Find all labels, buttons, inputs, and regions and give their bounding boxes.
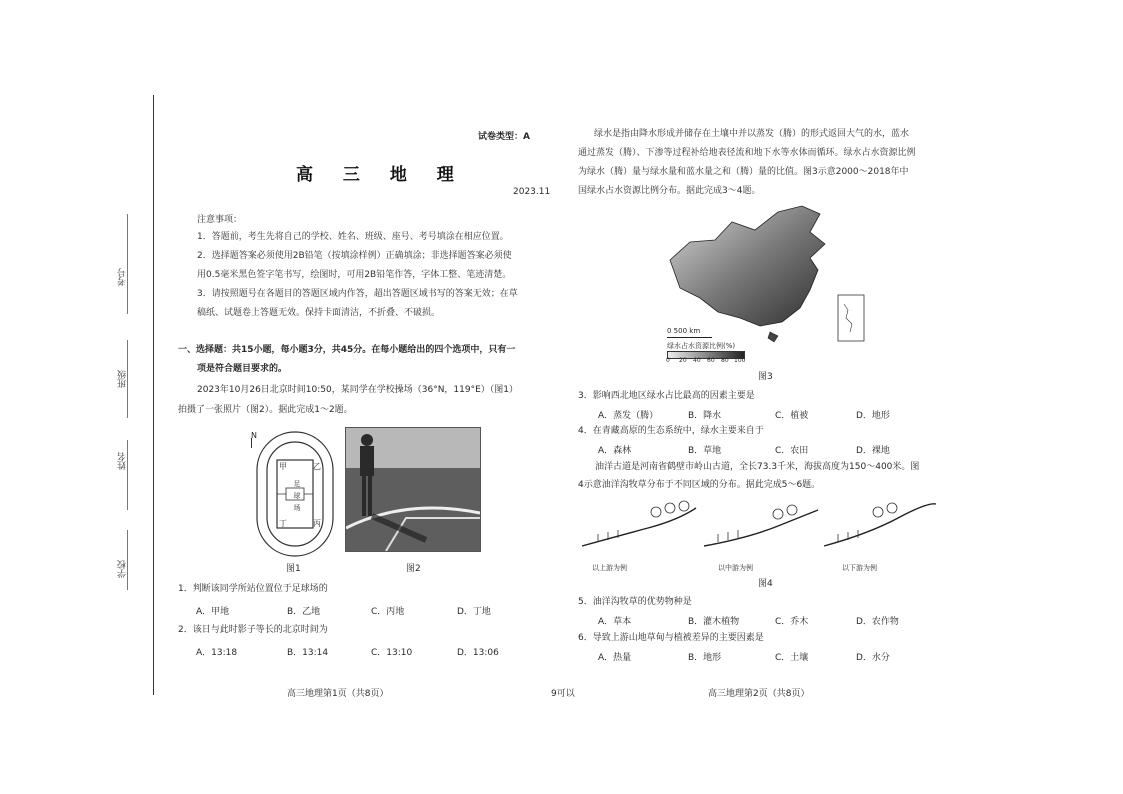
- center-footer: 9可以: [551, 689, 575, 699]
- q1-option-c[interactable]: C．丙地: [371, 607, 405, 617]
- map-scale-bar: 0 500 km: [667, 327, 701, 335]
- passage-3-line: 4示意油洋沟牧草分布于不同区域的分布。据此完成5～6题。: [578, 480, 821, 490]
- q5-option-b[interactable]: B．灌木植物: [688, 617, 740, 627]
- passage-2-line: 绿水是指由降水形成并储存在土壤中并以蒸发（腾）的形式返回大气的水，蓝水: [594, 129, 910, 139]
- passage-2-line: 国绿水占水资源比例分布。据此完成3～4题。: [578, 186, 761, 196]
- q3-option-d[interactable]: D．地形: [856, 411, 890, 421]
- legend-tick: 40: [693, 357, 701, 364]
- name-label: 姓名: [118, 452, 128, 470]
- q2-option-a[interactable]: A．13:18: [196, 648, 238, 658]
- passage-2-line: 为绿水（腾）量与绿水量和蓝水量之和（腾）量的比值。图3示意2000～2018年中: [578, 167, 909, 177]
- figure-4-panel-label: 以中游为例: [718, 564, 753, 572]
- legend-tick: 100: [734, 357, 746, 364]
- section-heading-cont: 项是符合题目要求的。: [197, 364, 288, 374]
- q5-option-c[interactable]: C．乔木: [775, 617, 809, 627]
- q6-option-b[interactable]: B．地形: [688, 653, 722, 663]
- q6-option-c[interactable]: C．土壤: [775, 653, 809, 663]
- question-2: 2．该日与此时影子等长的北京时间为: [178, 625, 328, 635]
- map-legend-title: 绿水占水资源比例(%): [667, 342, 736, 350]
- footer-page-1: 高三地理第1页（共8页）: [287, 689, 389, 699]
- passage-3-line: 油洋古道是河南省鹤壁市岭山古道，全长73.3千米，海拔高度为150～400米。图: [595, 462, 920, 472]
- class-label: 班级: [118, 370, 128, 388]
- question-6: 6．导致上游山地草甸与植被差异的主要因素是: [578, 633, 764, 643]
- legend-tick: 0: [666, 357, 670, 364]
- figure-1-caption: 图1: [286, 564, 301, 574]
- corner-ding: 丁: [279, 519, 287, 528]
- figure-4-caption: 图4: [758, 579, 773, 589]
- page-title: 高 三 地 理: [296, 165, 466, 185]
- notice-item: 1．答题前，考生先将自己的学校、姓名、班级、座号、考号填涂在相应位置。: [197, 232, 509, 242]
- q5-option-a[interactable]: A．草本: [598, 617, 632, 627]
- footer-page-2: 高三地理第2页（共8页）: [708, 689, 810, 699]
- q2-option-d[interactable]: D．13:06: [457, 648, 499, 658]
- q4-option-d[interactable]: D．裸地: [856, 446, 890, 456]
- legend-tick: 60: [707, 357, 715, 364]
- q4-option-a[interactable]: A．森林: [598, 446, 632, 456]
- legend-tick: 20: [679, 357, 687, 364]
- notice-list: [197, 228, 557, 323]
- notice-item: 2．选择题答案必须使用2B铅笔（按填涂样例）正确填涂；非选择题答案必须使: [197, 251, 512, 261]
- notice-item: 用0.5毫米黑色签字笔书写，绘图时，可用2B铅笔作答，字体工整、笔迹清楚。: [197, 270, 512, 280]
- legend-tick: 80: [721, 357, 729, 364]
- passage-1-line: 拍摄了一张照片（图2）。据此完成1～2题。: [178, 405, 353, 415]
- q2-option-c[interactable]: C．13:10: [371, 648, 413, 658]
- q3-option-c[interactable]: C．植被: [775, 411, 809, 421]
- exam-number-line: [127, 214, 128, 314]
- q4-option-b[interactable]: B．草地: [688, 446, 722, 456]
- question-4: 4．在青藏高原的生态系统中，绿水主要来自于: [578, 426, 764, 436]
- question-5: 5．油洋沟牧草的优势物种是: [578, 597, 692, 607]
- notice-heading: 注意事项：: [197, 215, 243, 225]
- notice-item: 3．请按照题号在各题目的答题区域内作答，超出答题区域书写的答案无效；在草: [197, 289, 518, 299]
- question-3: 3．影响西北地区绿水占比最高的因素主要是: [578, 391, 755, 401]
- corner-bing: 丙: [313, 519, 321, 528]
- name-line: [127, 440, 128, 510]
- section-heading: 一、选择题：共15小题，每小题3分，共45分。在每小题给出的四个选项中，只有一: [178, 345, 516, 355]
- figure-4-profiles: [578, 498, 940, 570]
- figure-4-panel-label: 以上游为例: [592, 564, 627, 572]
- binding-line: [153, 95, 154, 695]
- map-scale-line: [667, 335, 712, 338]
- paper-type: 试卷类型：A: [478, 132, 530, 142]
- q1-option-d[interactable]: D．丁地: [457, 607, 491, 617]
- q6-option-d[interactable]: D．水分: [856, 653, 890, 663]
- north-arrow-icon: N: [251, 431, 257, 440]
- question-1: 1．判断该同学所站位置位于足球场的: [178, 584, 328, 594]
- passage-2-line: 通过蒸发（腾）、下渗等过程补给地表径流和地下水等水体而循环。绿水占水资源比例: [578, 148, 916, 158]
- school-label: 学校: [118, 560, 128, 578]
- corner-jia: 甲: [279, 462, 287, 471]
- north-arrow-shaft: [251, 438, 258, 448]
- corner-yi: 乙: [313, 462, 321, 471]
- passage-2: [578, 125, 954, 201]
- q1-option-a[interactable]: A．甲地: [196, 607, 230, 617]
- exam-date: 2023.11: [513, 187, 551, 197]
- exam-number-label: 考号: [118, 268, 128, 286]
- q6-option-a[interactable]: A．热量: [598, 653, 632, 663]
- q4-option-c[interactable]: C．农田: [775, 446, 809, 456]
- notice-item: 稿纸、试题卷上答题无效。保持卡面清洁，不折叠、不破损。: [197, 308, 441, 318]
- football-field-label: 足球场: [293, 480, 301, 512]
- figure-3-caption: 图3: [758, 372, 773, 382]
- passage-1-line: 2023年10月26日北京时间10:50，某同学在学校操场（36°N，119°E）（图1）: [197, 385, 519, 395]
- q3-option-a[interactable]: A．蒸发（腾）: [598, 411, 659, 421]
- figure-2-caption: 图2: [406, 564, 421, 574]
- q1-option-b[interactable]: B．乙地: [287, 607, 321, 617]
- q2-option-b[interactable]: B．13:14: [287, 648, 329, 658]
- figure-2-photo: [345, 427, 481, 552]
- figure-4-panel-label: 以下游为例: [842, 564, 877, 572]
- q3-option-b[interactable]: B．降水: [688, 411, 722, 421]
- q5-option-d[interactable]: D．农作物: [856, 617, 899, 627]
